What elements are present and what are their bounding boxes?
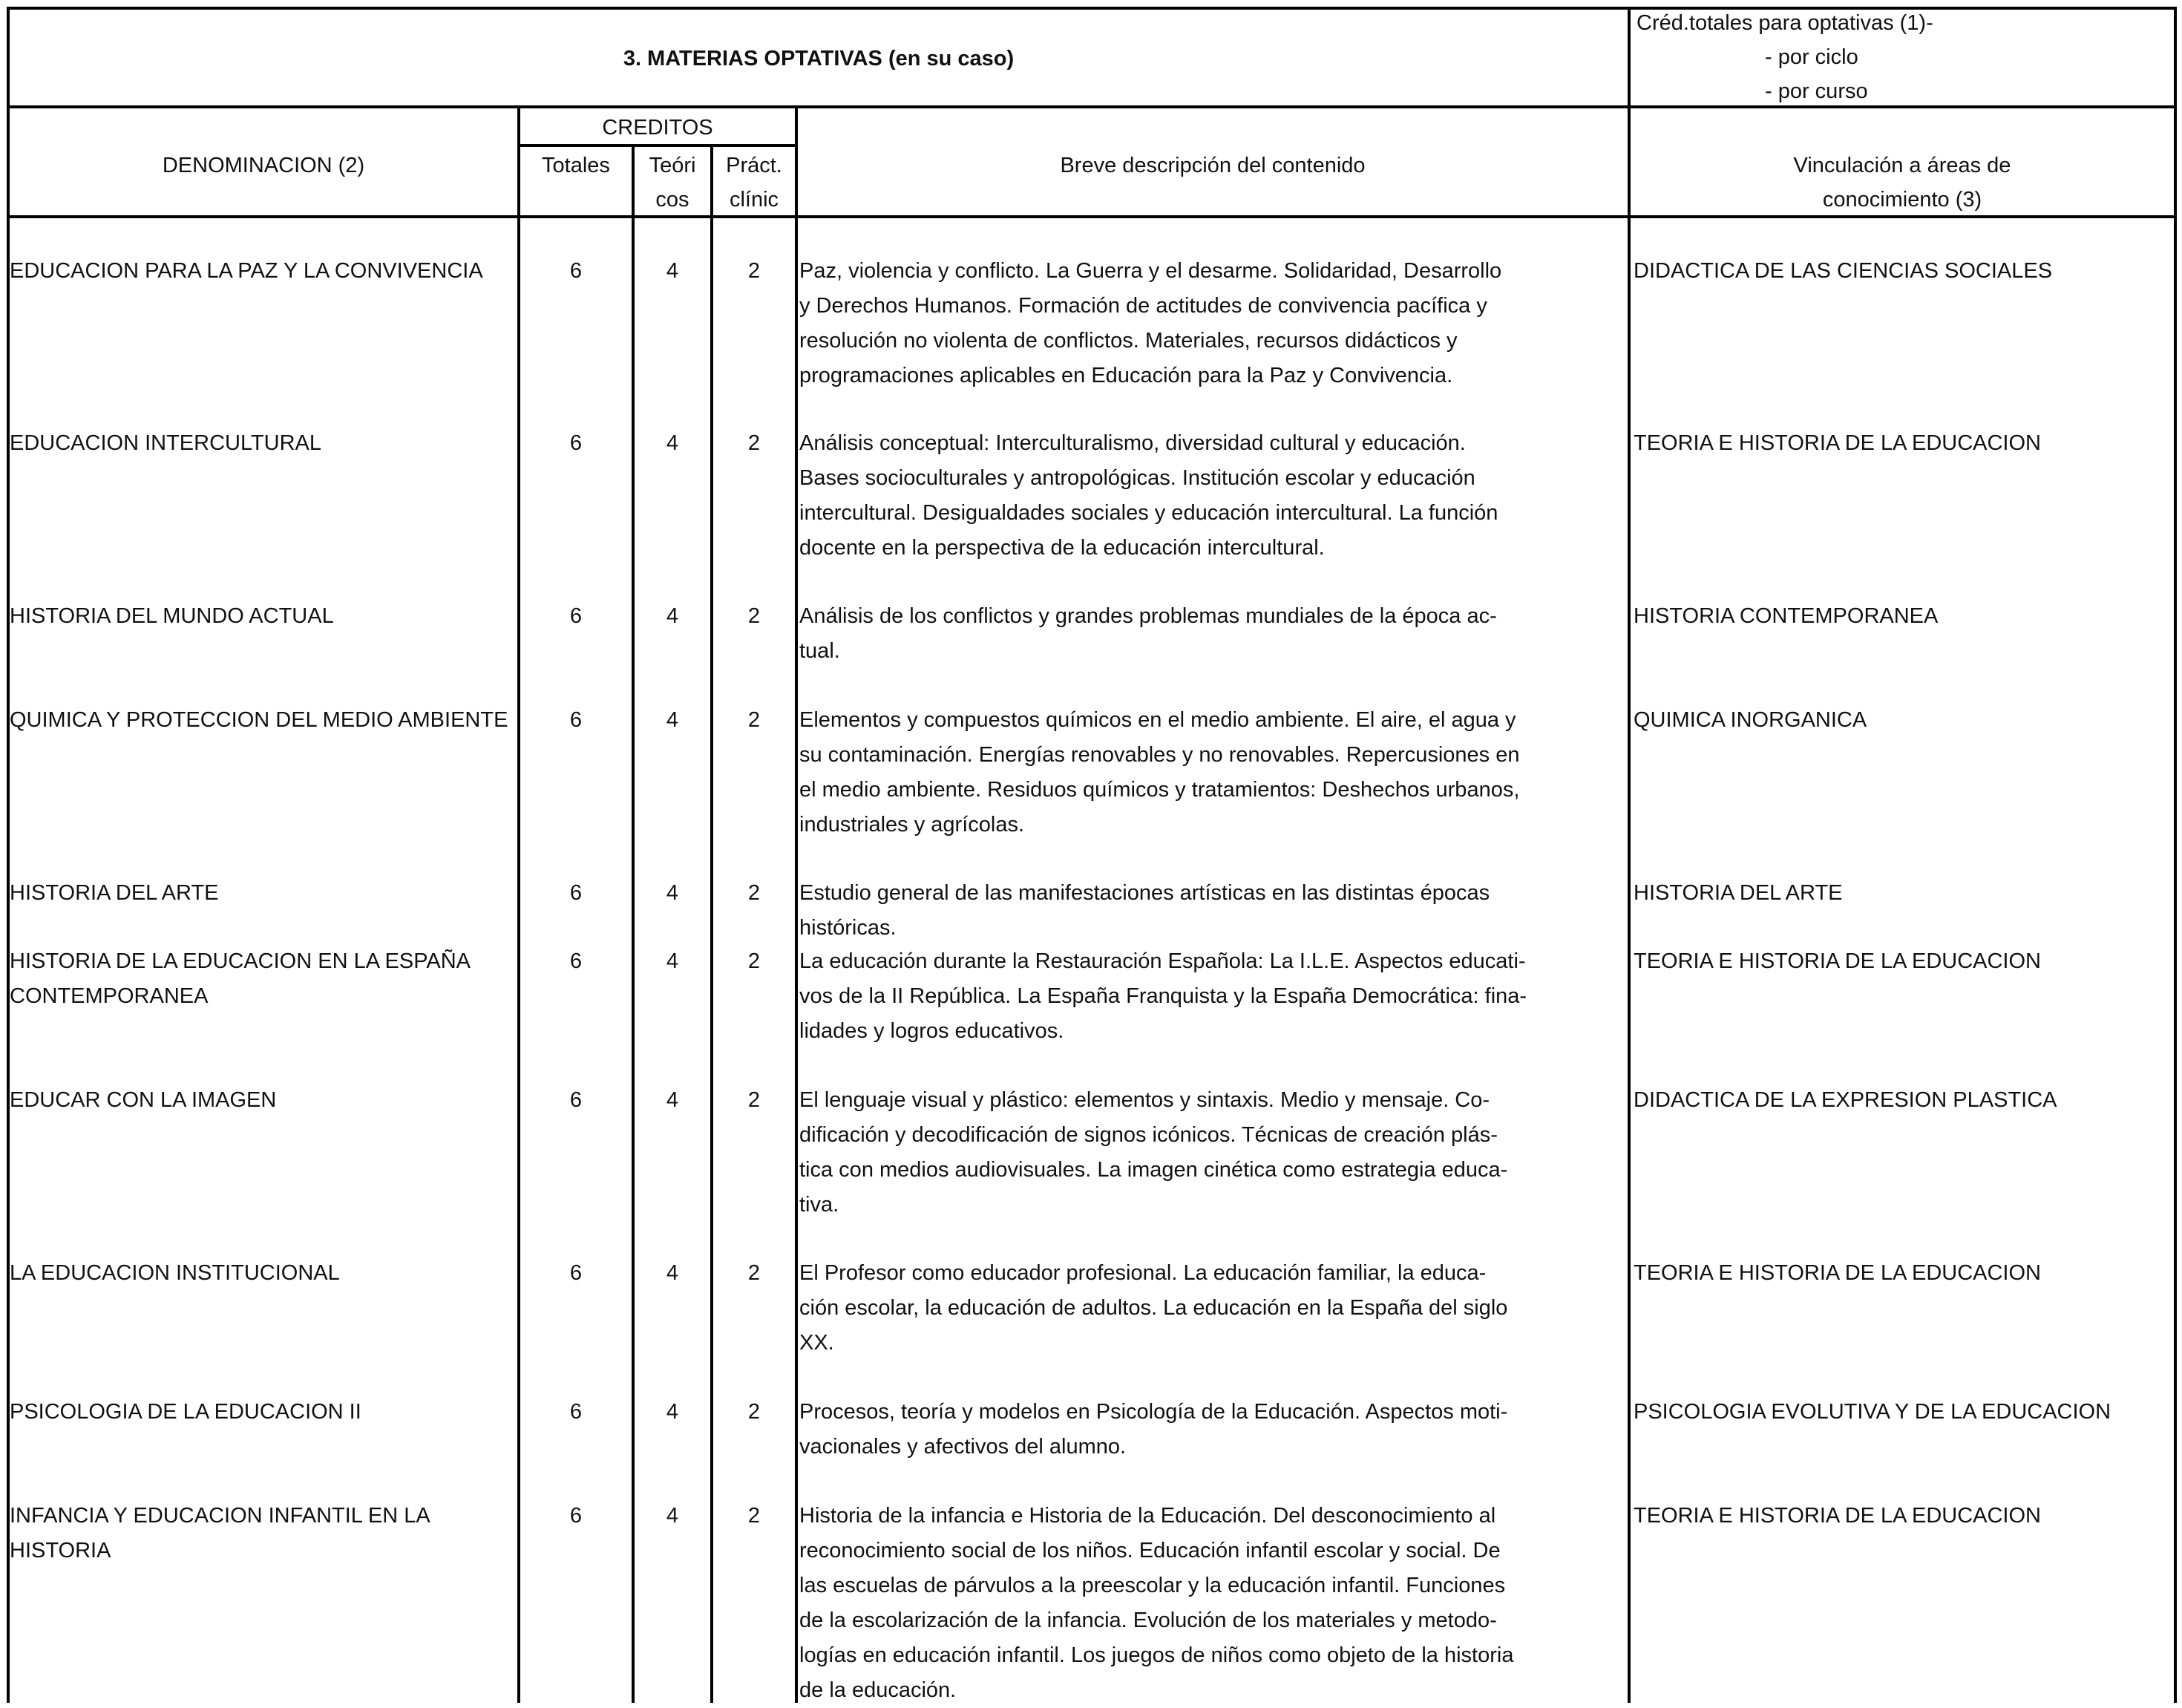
subject-name: LA EDUCACION INSTITUCIONAL — [10, 1261, 340, 1285]
subject-name: QUIMICA Y PROTECCION DEL MEDIO AMBIENTE — [10, 708, 508, 732]
col-header-vinculacion-2: conocimiento (3) — [1822, 188, 1982, 212]
credits-practicos: 2 — [747, 1504, 761, 1528]
knowledge-area: TEORIA E HISTORIA DE LA EDUCACION — [1634, 1504, 2041, 1528]
cred-por-curso: - por curso — [1765, 79, 1868, 103]
subject-name: HISTORIA DE LA EDUCACION EN LA ESPAÑA CONTEMPORANEA — [10, 949, 471, 1008]
credits-practicos: 2 — [747, 949, 761, 973]
credits-teoricos: 4 — [666, 949, 679, 973]
content-description: Procesos, teoría y modelos en Psicología de la Educación. Aspectos moti- vacionales y afectivos del alumno. — [799, 1400, 1508, 1459]
credits-totales: 6 — [569, 1088, 583, 1112]
section-title: 3. MATERIAS OPTATIVAS (en su caso) — [623, 47, 1015, 71]
credits-teoricos: 4 — [666, 1261, 679, 1285]
credits-teoricos: 4 — [666, 431, 679, 455]
credits-totales: 6 — [569, 881, 583, 905]
credits-totales: 6 — [569, 949, 583, 973]
credits-practicos: 2 — [747, 708, 761, 732]
credits-teoricos: 4 — [666, 1400, 679, 1424]
content-description: La educación durante la Restauración Española: La I.L.E. Aspectos educati- vos de la II República. La España Franquista y la España Democrática: fina- lidades y logros educativos. — [799, 949, 1527, 1043]
content-description: El lenguaje visual y plástico: elementos y sintaxis. Medio y mensaje. Co- dificación y decodificación de signos icónicos. Técnicas de creación plás- tica con medios audiovisuales. La imagen cinética como estrategia educa- tiva. — [799, 1088, 1508, 1217]
col-divider-descripcion — [795, 105, 798, 1703]
credits-teoricos: 4 — [666, 259, 679, 283]
credits-practicos: 2 — [747, 881, 761, 905]
credits-teoricos: 4 — [666, 708, 679, 732]
col-header-teoricos-1: Teóri — [649, 154, 696, 177]
subject-name: INFANCIA Y EDUCACION INFANTIL EN LA HISTORIA — [10, 1504, 430, 1563]
credits-totales: 6 — [569, 1504, 583, 1528]
credits-teoricos: 4 — [666, 604, 679, 628]
credits-teoricos: 4 — [666, 881, 679, 905]
credits-teoricos: 4 — [666, 1504, 679, 1528]
content-description: Estudio general de las manifestaciones artísticas en las distintas épocas históricas. — [799, 881, 1490, 940]
knowledge-area: DIDACTICA DE LAS CIENCIAS SOCIALES — [1634, 259, 2053, 283]
subject-name: EDUCACION INTERCULTURAL — [10, 431, 322, 455]
credits-totales: 6 — [569, 708, 583, 732]
credits-practicos: 2 — [747, 259, 761, 283]
credits-totales: 6 — [569, 259, 583, 283]
content-description: Elementos y compuestos químicos en el medio ambiente. El aire, el agua y su contaminación. Energías renovables y no renovables. Repercusiones en el medio ambiente. Residuos químicos y tratamientos: Deshechos urbanos, industriales y agrícolas. — [799, 708, 1520, 837]
col-divider-teoricos — [710, 144, 713, 1703]
col-divider-area — [1628, 7, 1631, 1703]
knowledge-area: TEORIA E HISTORIA DE LA EDUCACION — [1634, 1261, 2041, 1285]
knowledge-area: HISTORIA CONTEMPORANEA — [1634, 604, 1939, 628]
col-header-practicos-1: Práct. — [726, 154, 782, 177]
col-header-creditos: CREDITOS — [602, 116, 713, 140]
credits-totales: 6 — [569, 1400, 583, 1424]
subject-name: PSICOLOGIA DE LA EDUCACION II — [10, 1400, 361, 1424]
content-description: Historia de la infancia e Historia de la Educación. Del desconocimiento al reconocimiento social de los niños. Educación infantil escolar y social. De las escuelas de párvulos a la preescolar y la educación infantil. Funciones de la escolarización de la infancia. Evolución de los materiales y metodo- logías en educación infantil. Los juegos de niños como objeto de la historia de la educación. — [799, 1504, 1514, 1702]
credits-practicos: 2 — [747, 1261, 761, 1285]
credits-totales: 6 — [569, 604, 583, 628]
col-header-practicos-2: clínic — [729, 188, 779, 212]
subject-name: EDUCAR CON LA IMAGEN — [10, 1088, 277, 1112]
col-divider-totales — [632, 144, 635, 1703]
content-description: El Profesor como educador profesional. La educación familiar, la educa- ción escolar, la educación de adultos. La educación en la España del siglo XX. — [799, 1261, 1508, 1355]
knowledge-area: QUIMICA INORGANICA — [1634, 708, 1867, 732]
content-description: Paz, violencia y conflicto. La Guerra y el desarme. Solidaridad, Desarrollo y Derechos Humanos. Formación de actitudes de convivencia pacífica y resolución no violenta de conflictos. Materiales, recursos didácticos y programaciones aplicables en Educación para la Paz y Convivencia. — [799, 259, 1502, 387]
credits-teoricos: 4 — [666, 1088, 679, 1112]
col-header-vinculacion-1: Vinculación a áreas de — [1793, 154, 2011, 177]
cred-por-ciclo: - por ciclo — [1765, 45, 1858, 69]
col-header-teoricos-2: cos — [655, 188, 689, 212]
knowledge-area: HISTORIA DEL ARTE — [1634, 881, 1843, 905]
subject-name: HISTORIA DEL ARTE — [10, 881, 219, 905]
col-header-denominacion: DENOMINACION (2) — [162, 154, 365, 177]
cred-totales-label: Créd.totales para optativas (1)- — [1636, 11, 1933, 35]
knowledge-area: PSICOLOGIA EVOLUTIVA Y DE LA EDUCACION — [1634, 1400, 2111, 1424]
credits-totales: 6 — [569, 1261, 583, 1285]
credits-practicos: 2 — [747, 604, 761, 628]
subject-name: EDUCACION PARA LA PAZ Y LA CONVIVENCIA — [10, 259, 483, 283]
content-description: Análisis de los conflictos y grandes problemas mundiales de la época ac- tual. — [799, 604, 1497, 663]
credits-practicos: 2 — [747, 1088, 761, 1112]
subject-name: HISTORIA DEL MUNDO ACTUAL — [10, 604, 334, 628]
content-description: Análisis conceptual: Interculturalismo, diversidad cultural y educación. Bases socioculturales y antropológicas. Institución escolar y educación intercultural. Desigualdades sociales y educación intercultural. La función docente en la perspectiva de la educación intercultural. — [799, 431, 1498, 560]
knowledge-area: TEORIA E HISTORIA DE LA EDUCACION — [1634, 949, 2041, 973]
knowledge-area: DIDACTICA DE LA EXPRESION PLASTICA — [1634, 1088, 2057, 1112]
credits-totales: 6 — [569, 431, 583, 455]
col-header-totales: Totales — [542, 154, 610, 177]
col-header-descripcion: Breve descripción del contenido — [1060, 154, 1366, 177]
credits-practicos: 2 — [747, 1400, 761, 1424]
credits-practicos: 2 — [747, 431, 761, 455]
knowledge-area: TEORIA E HISTORIA DE LA EDUCACION — [1634, 431, 2041, 455]
